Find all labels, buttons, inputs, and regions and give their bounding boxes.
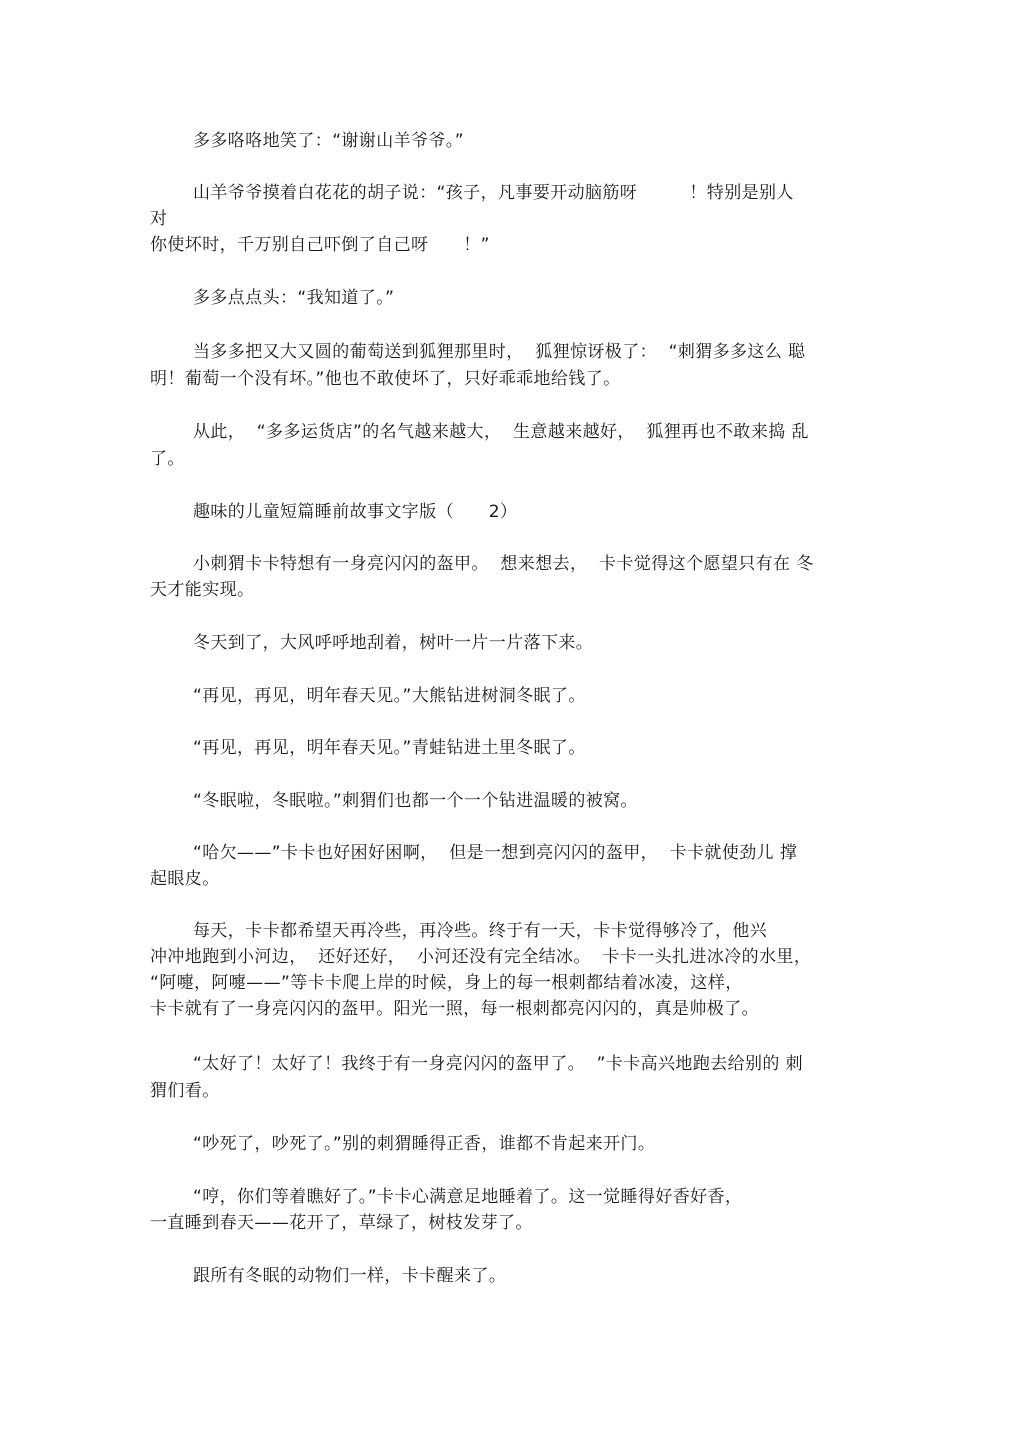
text-line: “吵死了，吵死了。”别的刺猬睡得正香，谁都不肯起来开门。 (193, 1134, 656, 1154)
text-line: 多多点点头：“我知道了。” (193, 288, 395, 308)
text-line: 冲冲地跑到小河边， 还好还好， 小河还没有完全结冰。 卡卡一头扎进冰冷的水里， (150, 947, 812, 967)
text-line: 了。 (150, 449, 185, 469)
text-line: 猬们看。 (150, 1081, 220, 1101)
text-line: 山羊爷爷摸着白花花的胡子说：“孩子，凡事要开动脑筋呀 ！特别是别人 (193, 183, 794, 203)
text-line: “冬眠啦，冬眠啦。”刺猬们也都一个一个钻进温暖的被窝。 (193, 791, 638, 811)
text-line: 天才能实现。 (150, 580, 255, 600)
text-line: 对 (150, 209, 168, 229)
text-line: 多多咯咯地笑了：“谢谢山羊爷爷。” (193, 131, 464, 151)
text-line: 当多多把又大又圆的葡萄送到狐狸那里时， 狐狸惊讶极了： “刺猬多多这么 聪 (193, 342, 806, 362)
text-line: 卡卡就有了一身亮闪闪的盔甲。阳光一照，每一根刺都亮闪闪的，真是帅极了。 (150, 999, 759, 1019)
text-line: “哼，你们等着瞧好了。”卡卡心满意足地睡着了。这一觉睡得好香好香， (193, 1187, 743, 1207)
section-heading: 趣味的儿童短篇睡前故事文字版（ 2） (193, 502, 518, 522)
text-line: 从此， “多多运货店”的名气越来越大， 生意越来越好， 狐狸再也不敢来捣 乱 (193, 422, 809, 442)
text-line: 每天，卡卡都希望天再冷些，再冷些。终于有一天，卡卡觉得够冷了，他兴 (193, 921, 768, 941)
text-line: “哈欠——”卡卡也好困好困啊， 但是一想到亮闪闪的盔甲， 卡卡就使劲儿 撑 (193, 843, 798, 863)
text-line: 明！葡萄一个没有坏。”他也不敢使坏了，只好乖乖地给钱了。 (150, 369, 621, 389)
text-line: 起眼皮。 (150, 869, 220, 889)
text-line: 跟所有冬眠的动物们一样，卡卡醒来了。 (193, 1266, 507, 1286)
text-line: 你使坏时，千万别自己吓倒了自己呀 ！” (150, 235, 490, 255)
text-line: 小刺猬卡卡特想有一身亮闪闪的盔甲。 想来想去， 卡卡觉得这个愿望只有在 冬 (193, 554, 814, 574)
text-line: “太好了！太好了！我终于有一身亮闪闪的盔甲了。 ”卡卡高兴地跑去给别的 刺 (193, 1054, 804, 1074)
text-line: “再见，再见，明年春天见。”青蛙钻进土里冬眠了。 (193, 738, 586, 758)
text-line: “再见，再见，明年春天见。”大熊钻进树洞冬眠了。 (193, 686, 586, 706)
text-line: 冬天到了，大风呼呼地刮着，树叶一片一片落下来。 (193, 633, 594, 653)
text-line: “阿嚏，阿嚏——”等卡卡爬上岸的时候，身上的每一根刺都结着冰凌，这样， (150, 973, 743, 993)
text-line: 一直睡到春天——花开了，草绿了，树枝发芽了。 (150, 1213, 533, 1233)
